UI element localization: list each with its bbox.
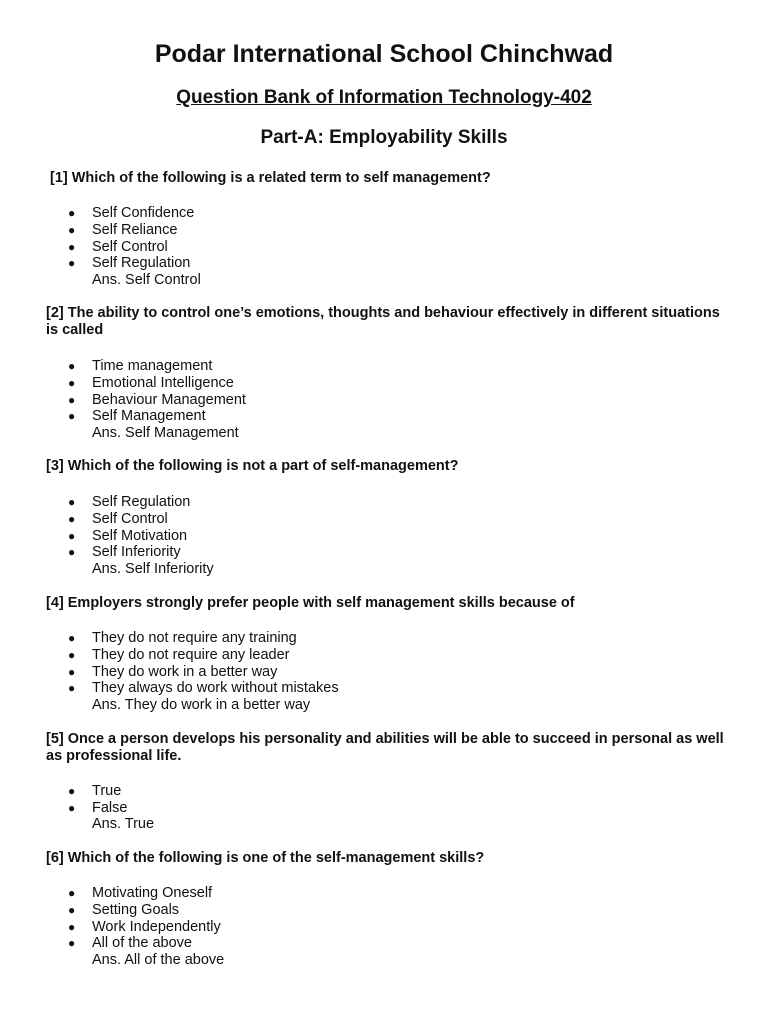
bullet-icon: ● [68,392,76,407]
answer-4: Ans. They do work in a better way [92,697,311,713]
bullet-icon: ● [68,631,76,645]
question-2: [2] The ability to control one’s emotions, thoughts and behaviour effectively in different situations is called [46,305,720,338]
bullet-icon: ● [68,936,76,951]
option: ● Emotional Intelligence [68,374,234,391]
bullet-icon: ● [68,800,76,815]
answer-1: Ans. Self Control [92,272,201,288]
bullet-icon: ● [68,664,76,679]
option: ● Self Control [68,510,168,527]
question-1-options [64,205,194,272]
option: ● Self Reliance [68,221,178,238]
bullet-icon: ● [68,359,76,373]
option: ● Self Confidence [68,205,195,221]
bullet-icon: ● [68,239,76,254]
option: ● Self Inferiority [68,544,181,561]
question-4: [4] Employers strongly prefer people with self management skills because of [46,595,575,611]
option: ● They do not require any leader [68,646,290,663]
question-5-options [64,783,127,817]
bullet-icon: ● [68,206,76,220]
question-bank-title: Question Bank of Information Technology-402 [176,87,592,108]
bullet-icon: ● [68,545,76,560]
answer-2: Ans. Self Management [92,425,239,441]
bullet-icon: ● [68,256,76,271]
option: ● Self Regulation [68,494,191,510]
answer-5: Ans. True [92,816,155,832]
option: ● They do not require any training [68,630,297,646]
option: ● False [68,799,128,816]
option: ● Behaviour Management [68,391,246,408]
question-4-options [64,630,339,697]
option: ● Self Control [68,238,168,255]
question-1: [1] Which of the following is a related term to self management? [50,170,491,186]
bullet-icon: ● [68,902,76,917]
bullet-icon: ● [68,681,76,696]
question-5: [5] Once a person develops his personality and abilities will be able to succeed in personal as well as professional life. [46,731,724,764]
question-2-options [64,358,246,425]
answer-6: Ans. All of the above [92,952,225,968]
bullet-icon: ● [68,222,76,237]
option: ● Time management [68,358,213,374]
answer-3: Ans. Self Inferiority [92,561,214,577]
question-3-options [64,494,190,561]
bullet-icon: ● [68,495,76,509]
bullet-icon: ● [68,528,76,543]
question-6: [6] Which of the following is one of the self-management skills? [46,850,485,866]
option: ● All of the above [68,935,192,952]
bullet-icon: ● [68,784,76,798]
bullet-icon: ● [68,647,76,662]
question-6-options [64,885,221,952]
bullet-icon: ● [68,886,76,900]
option: ● Self Motivation [68,527,188,544]
option: ● True [68,783,122,799]
question-3: [3] Which of the following is not a part of self-management? [46,458,459,474]
option: ● Work Independently [68,918,221,935]
option: ● They do work in a better way [68,663,278,680]
option: ● Motivating Oneself [68,885,213,901]
option: ● Setting Goals [68,901,180,918]
option: ● They always do work without mistakes [68,680,339,697]
bullet-icon: ● [68,919,76,934]
option: ● Self Management [68,408,206,425]
bullet-icon: ● [68,375,76,390]
part-title: Part-A: Employability Skills [260,127,508,148]
option: ● Self Regulation [68,255,191,272]
bullet-icon: ● [68,511,76,526]
bullet-icon: ● [68,409,76,424]
school-name: Podar International School Chinchwad [154,40,614,68]
